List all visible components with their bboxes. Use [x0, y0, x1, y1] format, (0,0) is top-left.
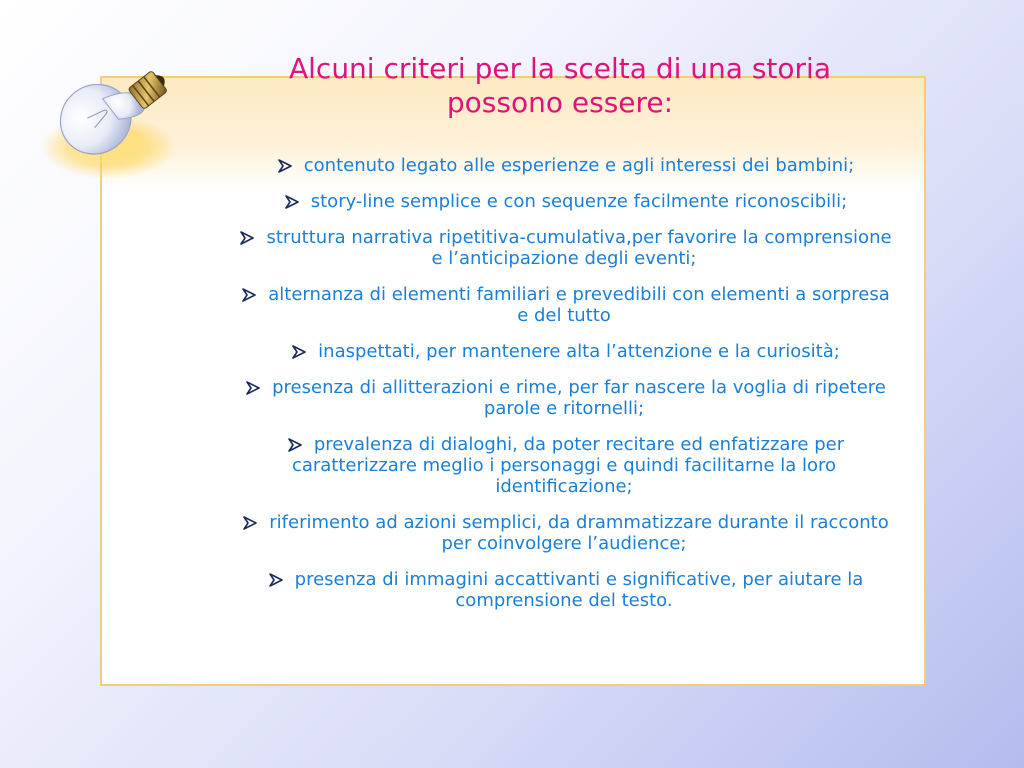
list-item	[230, 155, 898, 176]
list-item	[230, 284, 898, 326]
list-item-text: story-line semplice e con sequenze facilmente riconoscibili;	[310, 191, 848, 212]
list-item	[230, 569, 898, 611]
arrow-bullet-icon	[274, 159, 296, 173]
list-item-text: presenza di allitterazioni e rime, per far nascere la voglia di ripetere parole e ritornelli;	[272, 377, 886, 419]
slide-title-line-1: Alcuni criteri per la scelta di una storia	[288, 52, 831, 85]
list-item	[230, 377, 898, 419]
arrow-bullet-icon	[281, 195, 303, 209]
arrow-bullet-icon	[236, 231, 258, 245]
slide-title	[240, 52, 880, 120]
arrow-bullet-icon	[284, 438, 306, 452]
list-item	[230, 434, 898, 497]
list-item-text: inaspettati, per mantenere alta l’attenzione e la curiosità;	[318, 341, 840, 362]
arrow-bullet-icon	[288, 345, 310, 359]
list-item-text: presenza di immagini accattivanti e significative, per aiutare la comprensione del testo.	[294, 569, 864, 611]
list-item-text: prevalenza di dialoghi, da poter recitare ed enfatizzare per caratterizzare meglio i personaggi e quindi facilitarne la loro identificazione;	[291, 434, 845, 497]
list-item-text: riferimento ad azioni semplici, da drammatizzare durante il racconto per coinvolgere l’audience;	[269, 512, 889, 554]
arrow-bullet-icon	[238, 288, 260, 302]
arrow-bullet-icon	[265, 573, 287, 587]
list-item	[230, 227, 898, 269]
light-bulb-icon	[38, 52, 213, 182]
criteria-list	[230, 155, 898, 626]
list-item-text: alternanza di elementi familiari e prevedibili con elementi a sorpresa e del tutto	[268, 284, 890, 326]
arrow-bullet-icon	[239, 516, 261, 530]
list-item-text: contenuto legato alle esperienze e agli interessi dei bambini;	[303, 155, 855, 176]
list-item-text: struttura narrativa ripetitiva-cumulativa,per favorire la comprensione e l’anticipazione degli eventi;	[266, 227, 892, 269]
list-item	[230, 191, 898, 212]
arrow-bullet-icon	[242, 381, 264, 395]
list-item	[230, 341, 898, 362]
slide-title-line-2: possono essere:	[446, 86, 674, 119]
list-item	[230, 512, 898, 554]
